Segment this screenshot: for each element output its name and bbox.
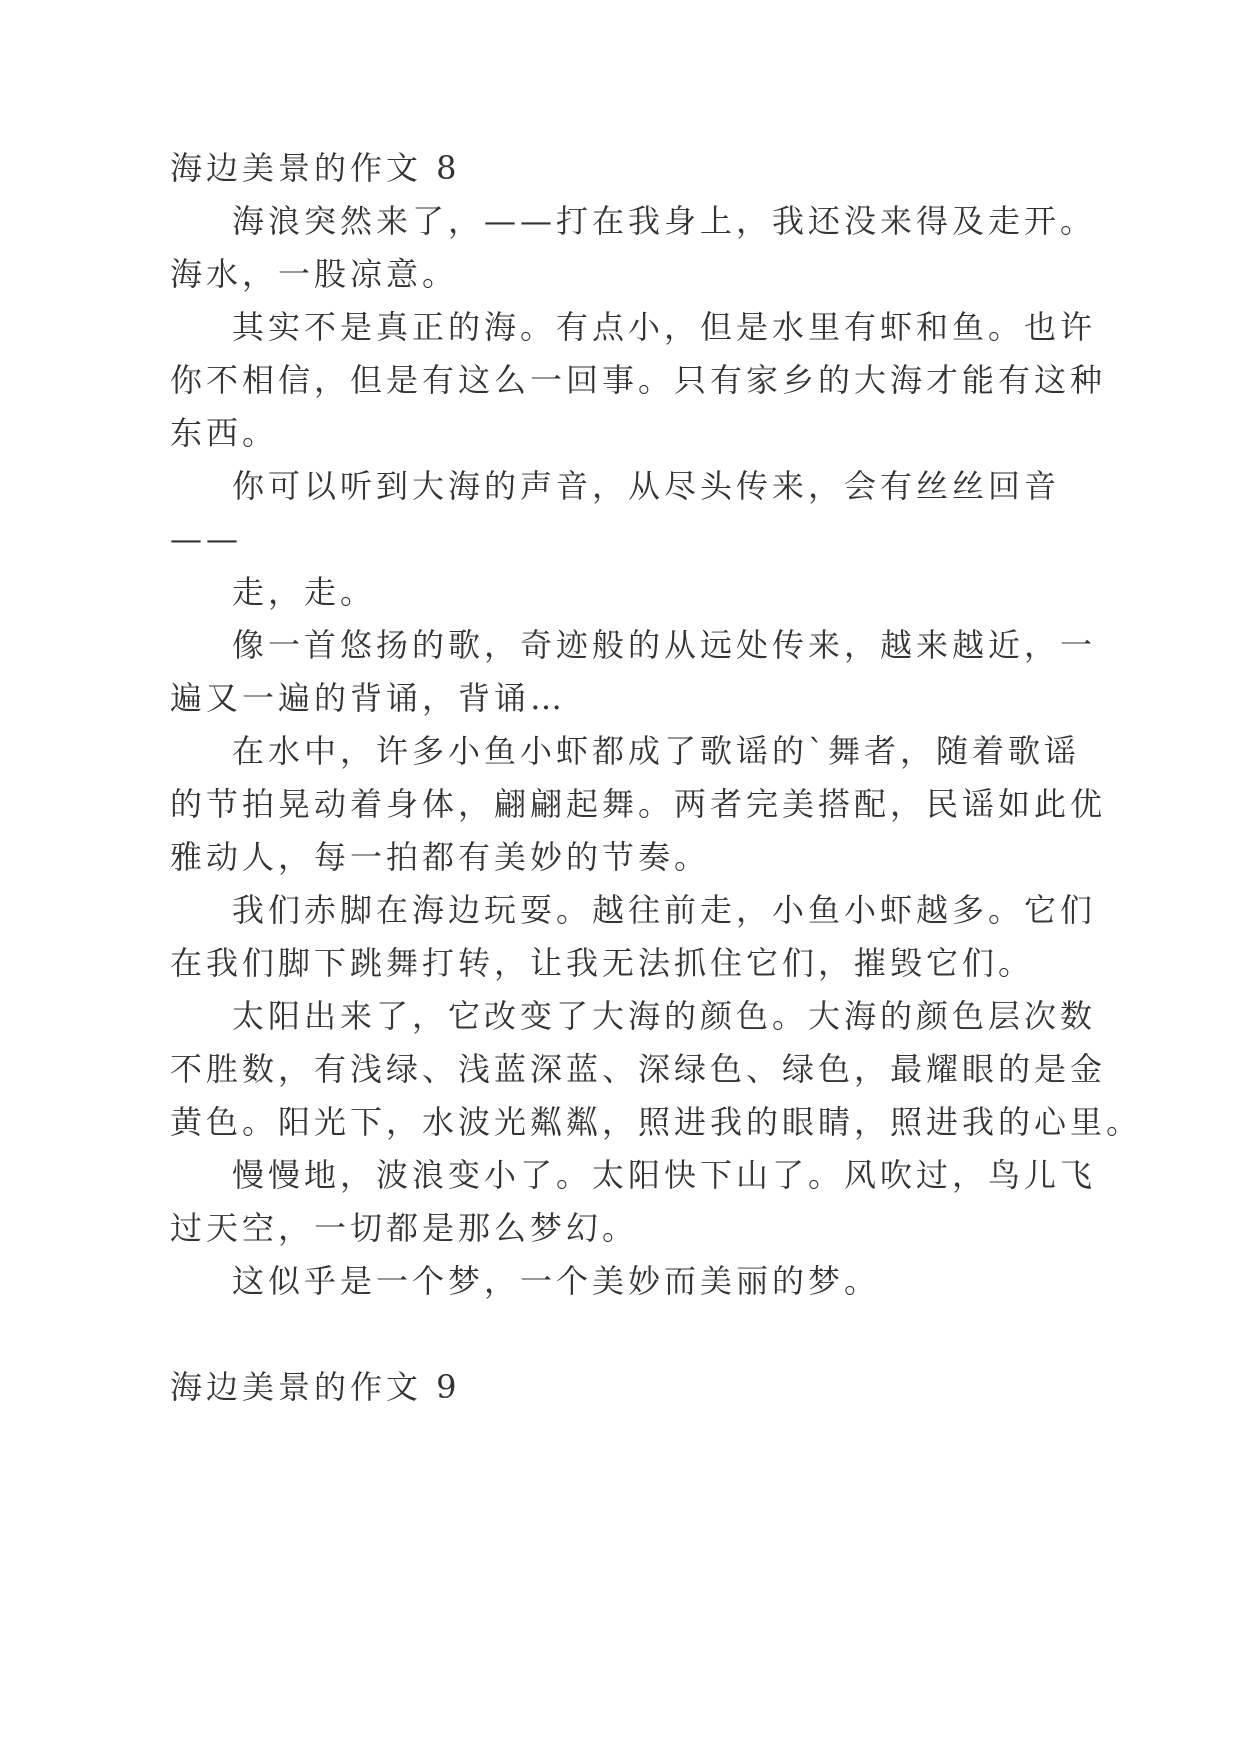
paragraph-line: 走，走。 xyxy=(232,573,377,611)
paragraph-line: 东西。 xyxy=(170,414,279,452)
paragraph-line: 你不相信，但是有这么一回事。只有家乡的大海才能有这种 xyxy=(170,361,1107,399)
paragraph-line: 太阳出来了，它改变了大海的颜色。大海的颜色层次数 xyxy=(232,997,1097,1035)
paragraph-line: 不胜数，有浅绿、浅蓝深蓝、深绿色、绿色，最耀眼的是金 xyxy=(170,1050,1107,1088)
paragraph-line: 在水中，许多小鱼小虾都成了歌谣的`舞者，随着歌谣 xyxy=(232,732,1081,770)
paragraph-line: 慢慢地，波浪变小了。太阳快下山了。风吹过，鸟儿飞 xyxy=(232,1156,1097,1194)
paragraph-line: 黄色。阳光下，水波光粼粼，照进我的眼睛，照进我的心里。 xyxy=(170,1103,1143,1141)
paragraph-line: 其实不是真正的海。有点小，但是水里有虾和鱼。也许 xyxy=(232,308,1097,346)
paragraph-line: 海浪突然来了，——打在我身上，我还没来得及走开。 xyxy=(232,202,1097,240)
essay-title-9: 海边美景的作文 9 xyxy=(170,1368,461,1406)
paragraph-line: —— xyxy=(170,520,242,558)
paragraph-line: 我们赤脚在海边玩耍。越往前走，小鱼小虾越多。它们 xyxy=(232,891,1097,929)
paragraph-line: 遍又一遍的背诵，背诵… xyxy=(170,679,567,717)
paragraph-line: 你可以听到大海的声音，从尽头传来，会有丝丝回音 xyxy=(232,467,1061,505)
paragraph-line: 的节拍晃动着身体，翩翩起舞。两者完美搭配，民谣如此优 xyxy=(170,785,1107,823)
paragraph-line: 过天空，一切都是那么梦幻。 xyxy=(170,1209,639,1247)
paragraph-line: 在我们脚下跳舞打转，让我无法抓住它们，摧毁它们。 xyxy=(170,944,1035,982)
paragraph-line: 海水，一股凉意。 xyxy=(170,255,459,293)
paragraph-line: 雅动人，每一拍都有美妙的节奏。 xyxy=(170,838,711,876)
essay-title-8: 海边美景的作文 8 xyxy=(170,149,461,187)
paragraph-line: 像一首悠扬的歌，奇迹般的从远处传来，越来越近，一 xyxy=(232,626,1097,664)
paragraph-line: 这似乎是一个梦，一个美妙而美丽的梦。 xyxy=(232,1262,881,1300)
